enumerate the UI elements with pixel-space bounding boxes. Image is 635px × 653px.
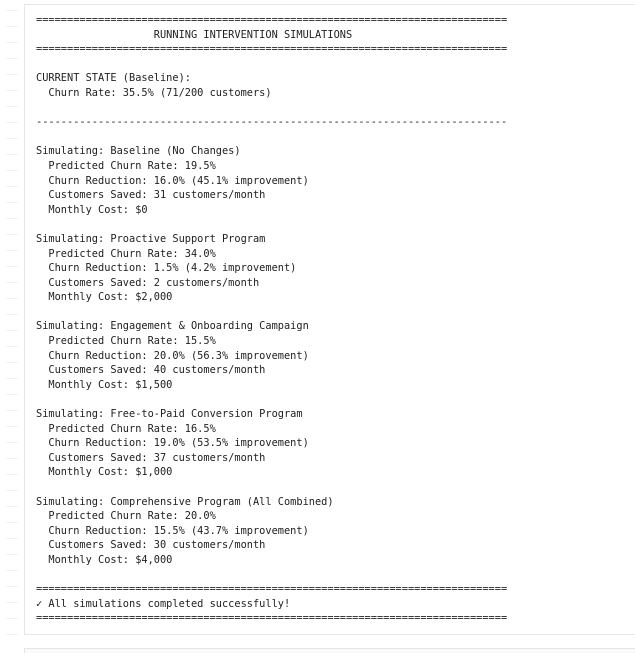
output-line: Customers Saved: 2 customers/month bbox=[36, 276, 260, 289]
output-line: Simulating: Engagement & Onboarding Campaign bbox=[36, 320, 309, 333]
stdout-text bbox=[36, 13, 507, 626]
gutter-rule bbox=[6, 250, 18, 251]
gutter-rule bbox=[6, 314, 18, 315]
gutter-rule bbox=[6, 154, 18, 155]
gutter-rule bbox=[6, 106, 18, 107]
output-line: ============================================================================ bbox=[36, 612, 508, 625]
output-line: Churn Reduction: 15.5% (43.7% improvement) bbox=[36, 524, 309, 537]
output-line: Monthly Cost: $1,500 bbox=[36, 378, 173, 391]
output-line: Predicted Churn Rate: 20.0% bbox=[36, 510, 216, 523]
gutter-rule bbox=[6, 346, 18, 347]
next-cell-edge[interactable] bbox=[24, 648, 635, 653]
output-line: ============================================================================ bbox=[36, 583, 508, 596]
output-line bbox=[36, 392, 507, 407]
gutter-rule bbox=[6, 490, 18, 491]
gutter-rule bbox=[6, 218, 18, 219]
gutter-rule bbox=[6, 122, 18, 123]
gutter-rule bbox=[6, 10, 18, 11]
gutter-rule bbox=[6, 170, 18, 171]
gutter-rule bbox=[6, 42, 18, 43]
gutter-rule bbox=[6, 362, 18, 363]
output-line bbox=[36, 217, 507, 232]
gutter-rule bbox=[6, 634, 18, 635]
gutter-rule bbox=[6, 426, 18, 427]
gutter-rule bbox=[6, 202, 18, 203]
output-line: Monthly Cost: $1,000 bbox=[36, 466, 173, 479]
gutter-rule bbox=[6, 554, 18, 555]
output-line: ============================================================================ bbox=[36, 14, 508, 26]
output-line: RUNNING INTERVENTION SIMULATIONS bbox=[36, 28, 353, 41]
output-line: Predicted Churn Rate: 34.0% bbox=[36, 247, 216, 260]
output-line bbox=[36, 130, 507, 145]
output-line bbox=[36, 568, 507, 583]
output-line: Churn Reduction: 19.0% (53.5% improvement) bbox=[36, 437, 309, 450]
gutter-rule bbox=[6, 410, 18, 411]
gutter-rule bbox=[6, 522, 18, 523]
left-gutter bbox=[0, 0, 24, 653]
output-line: Churn Reduction: 1.5% (4.2% improvement) bbox=[36, 262, 297, 275]
output-line: Customers Saved: 30 customers/month bbox=[36, 539, 266, 552]
gutter-rule bbox=[6, 234, 18, 235]
output-line: ============================================================================ bbox=[36, 43, 508, 56]
output-line: Churn Reduction: 20.0% (56.3% improvement) bbox=[36, 349, 309, 362]
gutter-rule bbox=[6, 602, 18, 603]
gutter-rule bbox=[6, 586, 18, 587]
output-line: Monthly Cost: $4,000 bbox=[36, 553, 173, 566]
gutter-rule bbox=[6, 570, 18, 571]
output-line: CURRENT STATE (Baseline): bbox=[36, 72, 191, 85]
output-line: ✓ All simulations completed successfully! bbox=[36, 597, 291, 610]
gutter-rule bbox=[6, 474, 18, 475]
output-line bbox=[36, 480, 507, 495]
output-line: ---------------------------------------------------------------------------- bbox=[36, 116, 508, 129]
output-line: Predicted Churn Rate: 15.5% bbox=[36, 335, 216, 348]
gutter-rule bbox=[6, 138, 18, 139]
gutter-rule bbox=[6, 282, 18, 283]
output-line: Monthly Cost: $2,000 bbox=[36, 291, 173, 304]
output-line: Churn Reduction: 16.0% (45.1% improvement) bbox=[36, 174, 309, 187]
output-line: Simulating: Free-to-Paid Conversion Program bbox=[36, 408, 303, 421]
gutter-rule bbox=[6, 298, 18, 299]
gutter-rule bbox=[6, 394, 18, 395]
gutter-rule bbox=[6, 58, 18, 59]
output-line: Customers Saved: 40 customers/month bbox=[36, 364, 266, 377]
output-line: Churn Rate: 35.5% (71/200 customers) bbox=[36, 86, 272, 99]
output-line: Simulating: Comprehensive Program (All Combined) bbox=[36, 495, 334, 508]
cell-output-panel[interactable] bbox=[24, 4, 635, 635]
gutter-rule bbox=[6, 266, 18, 267]
gutter-rule bbox=[6, 74, 18, 75]
gutter-rule bbox=[6, 506, 18, 507]
output-line bbox=[36, 57, 507, 72]
gutter-rule bbox=[6, 618, 18, 619]
output-line: Simulating: Baseline (No Changes) bbox=[36, 145, 241, 158]
output-line bbox=[36, 101, 507, 116]
gutter-rule bbox=[6, 26, 18, 27]
output-line: Predicted Churn Rate: 16.5% bbox=[36, 422, 216, 435]
gutter-rule bbox=[6, 186, 18, 187]
output-line: Customers Saved: 37 customers/month bbox=[36, 451, 266, 464]
output-line: Simulating: Proactive Support Program bbox=[36, 232, 266, 245]
gutter-rule bbox=[6, 90, 18, 91]
gutter-rule bbox=[6, 458, 18, 459]
output-line: Customers Saved: 31 customers/month bbox=[36, 189, 266, 202]
gutter-rule bbox=[6, 378, 18, 379]
output-line: Monthly Cost: $0 bbox=[36, 203, 148, 216]
output-line bbox=[36, 305, 507, 320]
gutter-rule bbox=[6, 538, 18, 539]
output-line: Predicted Churn Rate: 19.5% bbox=[36, 159, 216, 172]
gutter-rule bbox=[6, 330, 18, 331]
gutter-rule bbox=[6, 442, 18, 443]
